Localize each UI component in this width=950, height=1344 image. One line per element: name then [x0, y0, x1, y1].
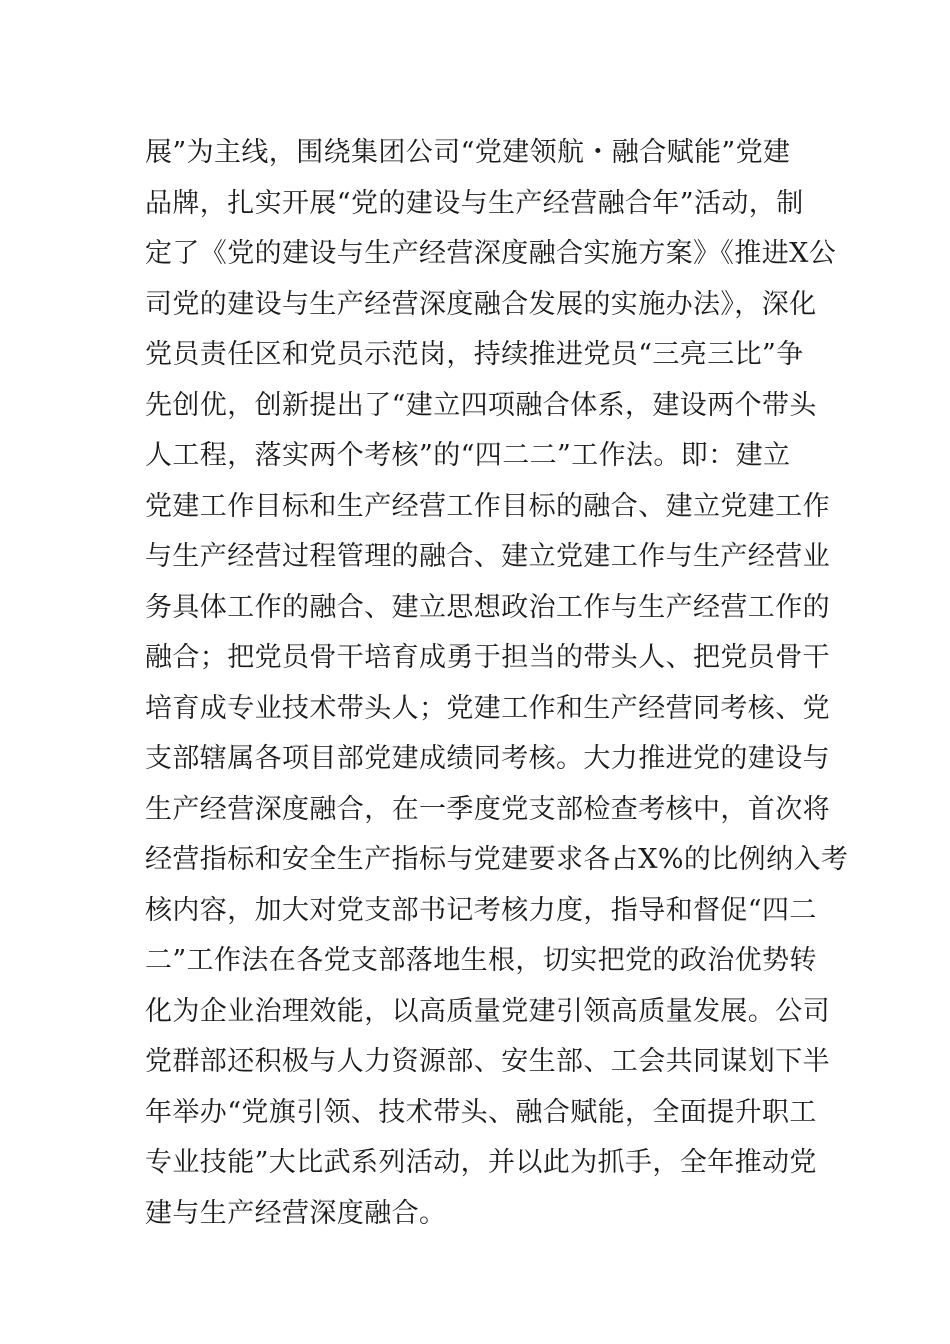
text-line: 展”为主线，围绕集团公司“党建领航・融合赋能”党建 — [145, 137, 791, 168]
text-line: 核内容，加大对党支部书记考核力度，指导和督促“四二 — [145, 894, 817, 926]
text-line: 建与生产经营深度融合。 — [145, 1197, 447, 1229]
text-line: 二”工作法在各党支部落地生根，切实把党的政治优势转 — [145, 945, 817, 976]
text-line: 先创优，创新提出了“建立四项融合体系，建设两个带头 — [145, 389, 817, 421]
text-line: 生产经营深度融合，在一季度党支部检查考核中，首次将 — [145, 793, 830, 825]
text-line: 品牌，扎实开展“党的建设与生产经营融合年”活动，制 — [145, 187, 804, 219]
text-line: 支部辖属各项目部党建成绩同考核。大力推进党的建设与 — [145, 743, 830, 774]
text-line: 务具体工作的融合、建立思想政治工作与生产经营工作的 — [145, 591, 830, 623]
text-line: 融合；把党员骨干培育成勇于担当的带头人、把党员骨干 — [145, 642, 830, 673]
text-line: 化为企业治理效能，以高质量党建引领高质量发展。公司 — [145, 995, 830, 1027]
text-line: 专业技能”大比武系列活动，并以此为抓手，全年推动党 — [145, 1147, 817, 1178]
text-line: 党员责任区和党员示范岗，持续推进党员“三亮三比”争 — [145, 339, 804, 370]
text-line: 培育成专业技术带头人；党建工作和生产经营同考核、党 — [145, 692, 830, 724]
text-line: 定了《党的建设与生产经营深度融合实施方案》《推进X公 — [145, 238, 837, 269]
text-line: 党群部还积极与人力资源部、安生部、工会共同谋划下半 — [145, 1046, 830, 1077]
text-line: 年举办“党旗引领、技术带头、融合赋能，全面提升职工 — [145, 1096, 817, 1128]
body-paragraph — [145, 128, 849, 1239]
text-line: 与生产经营过程管理的融合、建立党建工作与生产经营业 — [145, 541, 830, 572]
text-line: 人工程，落实两个考核”的“四二二”工作法。即：建立 — [145, 440, 791, 471]
text-line: 党建工作目标和生产经营工作目标的融合、建立党建工作 — [145, 490, 830, 522]
text-line: 司党的建设与生产经营深度融合发展的实施办法》，深化 — [145, 288, 817, 320]
text-line: 经营指标和安全生产指标与党建要求各占X%的比例纳入考 — [145, 844, 849, 875]
